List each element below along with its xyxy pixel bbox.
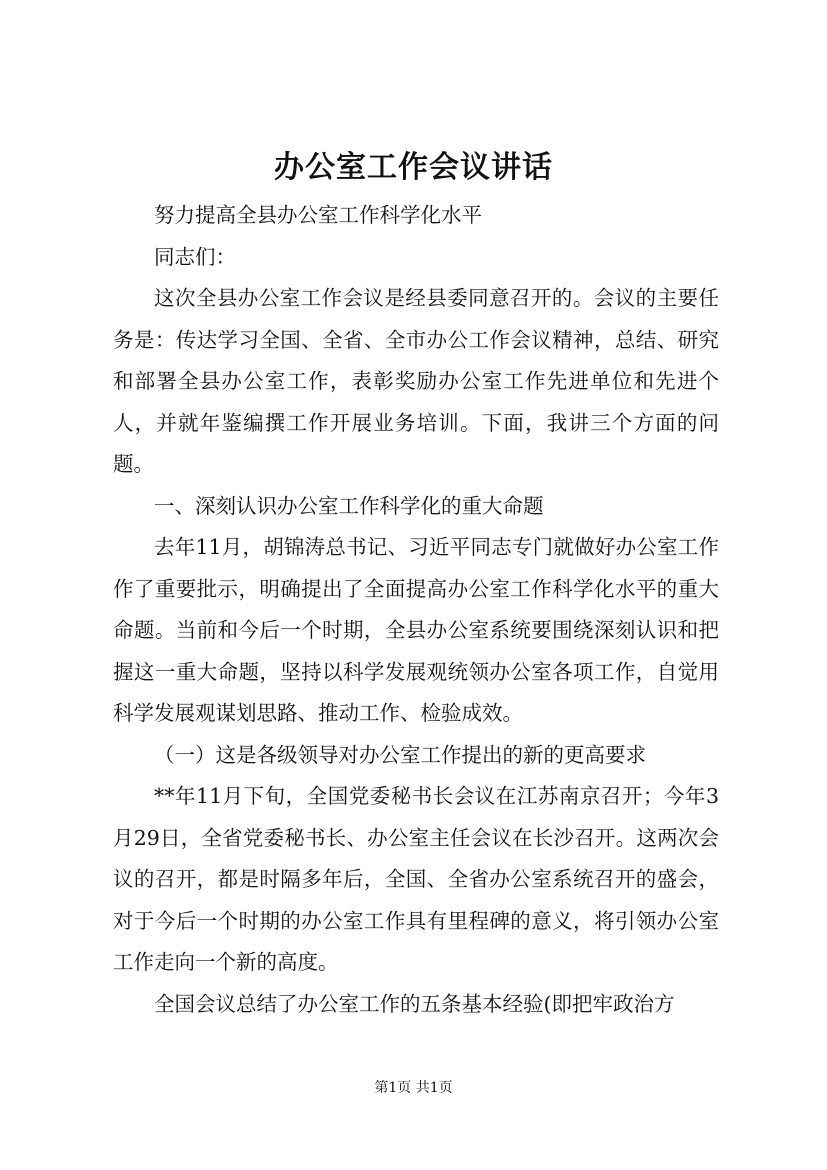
- section-heading: 一、深刻认识办公室工作科学化的重大命题: [154, 493, 544, 518]
- document-title: 办公室工作会议讲话: [274, 150, 553, 185]
- page-number-footer: 第1页 共1页: [374, 1080, 453, 1096]
- document-body: [113, 195, 719, 1025]
- salutation-paragraph: 同志们：: [154, 244, 236, 269]
- body-paragraph: 这次全县办公室工作会议是经县委同意召开的。会议的主要任务是：传达学习全国、全省、全市办公工作会议精神，总结、研究和部署全县办公室工作，表彰奖励办公室工作先进单位和先进个人，并就年鉴编撰工作开展业务培训。下面，我讲三个方面的问题。: [113, 286, 719, 476]
- subtitle-paragraph: 努力提高全县办公室工作科学化水平: [154, 203, 482, 227]
- body-paragraph: **年11月下旬，全国党委秘书长会议在江苏南京召开；今年3月29日，全省党委秘书长、办公室主任会议在长沙召开。这两次会议的召开，都是时隔多年后，全国、全省办公室系统召开的盛会，对于今后一个时期的办公室工作具有里程碑的意义，将引领办公室工作走向一个新的高度。: [113, 784, 719, 974]
- subsection-heading: （一）这是各级领导对办公室工作提出的新的更高要求: [154, 742, 646, 767]
- body-paragraph: 全国会议总结了办公室工作的五条基本经验(即把牢政治方: [154, 991, 675, 1016]
- body-paragraph: 去年11月，胡锦涛总书记、习近平同志专门就做好办公室工作作了重要批示，明确提出了全面提高办公室工作科学化水平的重大命题。当前和今后一个时期，全县办公室系统要围绕深刻认识和把握这一重大命题，坚持以科学发展观统领办公室各项工作，自觉用科学发展观谋划思路、推动工作、检验成效。: [113, 535, 719, 725]
